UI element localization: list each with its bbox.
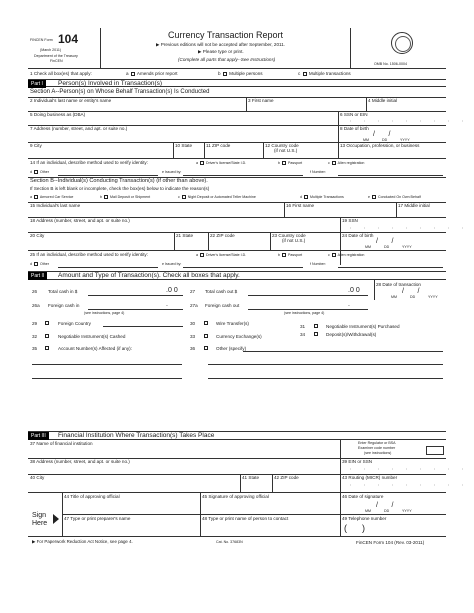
issued-by-line[interactable] [183,267,303,268]
dob-yyyy: YYYY [402,245,412,249]
field-23-note: (if not U.S.) [282,238,306,243]
txn-yyyy: YYYY [428,295,438,299]
sign-label: Sign [32,512,47,519]
field-27a-number: 27a [190,303,198,308]
rule [208,232,209,250]
field-2-label: 2 Individual's last name or entity's name [30,98,112,103]
field-46-label: 46 Date of signature [342,494,384,499]
omb-number: OMB No. 1506-0004 [374,62,407,66]
rule [366,97,367,111]
issued-by: e Issued by: [162,170,182,174]
field-18-label: 18 Address (number, street, and apt. or suite no.) [30,218,130,223]
checkbox[interactable] [282,253,286,257]
checkbox[interactable] [223,72,227,76]
field-27-cents: .0 0 [348,287,360,294]
checkbox[interactable] [34,170,38,174]
rule [340,458,341,492]
rule [28,202,446,203]
section-a-title: Section A--Person(s) on Whose Behalf Transaction(s) Is Conducted [30,89,210,95]
account-line-2[interactable] [32,378,182,379]
id-number-line[interactable] [338,267,443,268]
part2-label: Part II [28,272,47,280]
field-48-label: 48 Type or print name of person to contact [202,516,289,521]
rule [28,232,446,233]
rule [28,250,446,251]
field-40-label: 40 City [30,475,45,480]
part1-bar [28,79,446,87]
checkbox[interactable] [131,72,135,76]
field-27a-cents: . [348,301,350,308]
rule [396,202,397,217]
field-34-checkbox[interactable] [314,332,318,336]
checkbox[interactable] [303,72,307,76]
field-25-label: 25 If an individual, describe method used to verify identity: [30,252,148,257]
part2-bar [28,271,446,280]
issued-by-line[interactable] [183,175,303,176]
line1-b[interactable]: b Multiple persons [218,71,263,76]
field-29-checkbox[interactable] [45,321,49,325]
field-26a-number: 26a [32,303,40,308]
field-42-label: 42 ZIP code [274,475,299,480]
routing-ticks: : : : : : : : : : [350,483,469,487]
other-line[interactable] [58,267,158,268]
field-31-checkbox[interactable] [314,324,318,328]
field-32-label: Negotiable Instrument(s) Cashed [58,334,126,339]
field-49-label: 49 Telephone number [342,516,387,521]
rule [28,536,446,537]
rule [246,97,247,111]
field-30-checkbox[interactable] [204,321,208,325]
section-b-title: Section B--Individual(s) Conducting Transaction(s) (if other than above). [30,178,208,184]
field-27a-note: (see instructions, page 4) [284,311,325,315]
field-8-label: 8 Date of birth [340,126,369,131]
field-21-label: 21 State [176,233,194,238]
id-method-d[interactable]: d Other [30,170,49,174]
id-number: f Number: [310,262,326,266]
id-method-c[interactable]: c Alien registration [328,161,365,165]
rule [240,474,241,492]
field-7-label: 7 Address (number, street, and apt. or suite no.) [30,126,128,131]
rule [284,202,285,217]
date-slashes: / / [376,238,394,245]
rule [174,232,175,250]
sig-yyyy: YYYY [402,509,412,513]
arrow-right-icon [53,514,59,524]
id-number: f Number: [310,170,326,174]
field-16-label: 16 First name [286,203,315,208]
id-method-c[interactable]: c Alien registration [328,253,365,257]
field-43-label: 43 Routing (MICR) number [342,475,398,480]
rule [62,514,446,515]
field-27-number: 27 [190,289,196,294]
rule [340,217,341,265]
rule [204,142,205,158]
other-line-2[interactable] [208,378,443,379]
field-35-label: Account Number(s) Affected (if any): [58,346,132,351]
field-36-checkbox[interactable] [204,346,208,350]
field-47-label: 47 Type or print preparer's name [64,516,131,521]
rule [173,142,174,158]
field-31-label: Negotiable Instrument(s) Purchased [326,324,400,329]
header-divider-right [350,28,351,68]
field-26a-note: (see instructions, page 4) [84,311,125,315]
treasury-seal-icon [391,32,413,54]
field-36-label: Other (specify) [216,346,247,351]
field-20-label: 20 City [30,233,45,238]
dob-mm: MM [363,138,369,142]
field-33-label: Currency Exchange(s) [216,334,262,339]
form-number: 104 [58,32,79,46]
id-number-line[interactable] [338,175,443,176]
dob-mm: MM [365,245,371,249]
field-5-label: 5 Doing business as (DBA) [30,112,86,117]
checkbox[interactable] [332,253,336,257]
field-27a-label: Foreign cash out [205,303,240,308]
reason-b[interactable]: b Mail Deposit or Shipment [100,195,151,199]
rule [28,492,446,493]
id-method-b[interactable]: b Passport [278,253,303,257]
ctr-form [28,28,469,588]
part3-label: Part III [28,432,49,440]
field-33-checkbox[interactable] [204,334,208,338]
field-35-number: 35 [32,346,38,351]
field-33-number: 33 [190,334,196,339]
field-27a-input[interactable] [248,309,368,310]
sig-dd: DD [384,509,390,513]
checkbox[interactable] [34,262,38,266]
field-27-input[interactable] [248,295,368,296]
date-slashes: / / [376,502,394,509]
paperwork-notice: ▶ For Paperwork Reduction Act Notice, see page 4. [32,539,133,544]
department: Department of the Treasury [34,54,78,58]
header-divider-left [100,28,101,68]
id-method-a[interactable]: a Driver's license/State I.D. [196,161,247,165]
field-19-label: 19 SSN [342,218,358,223]
field-29-label: Foreign Country [58,321,91,326]
field-39-label: 39 EIN or SSN [342,459,373,464]
field-22-label: 22 ZIP code [210,233,235,238]
field-30-number: 30 [190,321,196,326]
field-26-label: Total cash in $ [48,289,78,294]
field-32-checkbox[interactable] [45,334,49,338]
field-3-label: 3 First name [248,98,274,103]
txn-dd: DD [410,295,416,299]
rule [272,474,273,492]
checkbox[interactable] [34,195,38,199]
txn-mm: MM [391,295,397,299]
checkbox[interactable] [182,195,186,199]
field-29-number: 29 [32,321,38,326]
checkbox[interactable] [304,195,308,199]
rule [28,68,446,69]
other-line[interactable] [58,175,158,176]
field-36-number: 36 [190,346,196,351]
field-26-input[interactable] [88,295,183,296]
account-line-1[interactable] [32,364,182,365]
part1-label: Part I [28,80,46,88]
field-32-number: 32 [32,334,38,339]
rule [270,232,271,250]
form-footer-id: FinCEN Form 104 (Rev. 03-2011) [356,540,425,545]
ein-ticks: : : : : : : : : : [350,467,469,471]
rule [340,440,341,458]
field-24-label: 24 Date of birth [342,233,374,238]
field-6-label: 6 SSN or EIN [340,112,368,117]
date-slashes: / / [373,131,391,138]
form-revision: (March 2011) [40,48,62,52]
line1-label: 1 Check all box(es) that apply: [30,71,92,76]
reason-e[interactable]: e Conducted On Own Behalf [368,195,421,199]
bsa-code-box[interactable] [426,446,444,455]
sig-mm: MM [365,509,371,513]
field-14-label: 14 If an individual, describe method used to verify identity: [30,160,148,165]
field-26-cents: .0 0 [166,287,178,294]
ssn-ticks: : : : : : : : : : [350,226,469,230]
reason-a[interactable]: a Armored Car Service [30,195,74,199]
field-34-number: 34 [300,332,306,337]
line1-c[interactable]: c Multiple transactions [298,71,351,76]
rule [374,280,375,300]
other-line-1[interactable] [208,364,443,365]
rule [338,111,339,142]
field-29-input[interactable] [103,326,183,327]
bsa-code-label-1: Enter Regulator or BSA [358,441,396,445]
field-45-label: 45 Signature of approving official [202,494,269,499]
subtitle-print: ▶ Please type or print. [198,49,244,54]
field-11-label: 11 ZIP code [206,143,231,148]
field-41-label: 41 State [242,475,260,480]
id-method-d[interactable]: d Other [30,262,49,266]
field-37-label: 37 Name of financial institution [30,441,93,446]
field-36-input[interactable] [243,351,443,352]
ssn-ticks: : : : : : : : : : [350,119,469,123]
reason-d[interactable]: d Multiple Transactions [300,195,344,199]
field-26-number: 26 [32,289,38,294]
line1-a[interactable]: a Amends prior report [126,71,178,76]
rule [263,142,264,158]
rule [338,142,339,158]
field-35-checkbox[interactable] [45,346,49,350]
checkbox[interactable] [282,161,286,165]
field-27-label: Total cash out $ [205,289,238,294]
field-13-label: 13 Occupation, profession, or business [340,143,420,148]
field-23-label: 23 Country code [272,233,306,238]
field-38-label: 38 Address (number, street, and apt. or suite no.) [30,459,130,464]
rule [28,158,446,159]
checkbox[interactable] [200,161,204,165]
part2-title: Amount and Type of Transaction(s). Check all boxes that apply. [58,272,240,279]
phone-parens: ( ) [344,523,365,533]
bsa-code-label-3: (see instructions) [364,451,392,455]
here-label: Here [32,520,48,527]
reason-c[interactable]: c Night Deposit or Automated Teller Machine [178,195,256,199]
rule [28,111,446,112]
form-title: Currency Transaction Report [168,30,284,40]
field-26a-cents: . [166,301,168,308]
part3-title: Financial Institution Where Transaction(s) Takes Place [58,432,215,439]
subtitle-complete: (Complete all parts that apply--See Instructions) [178,57,276,62]
field-12-note: (if not U.S.) [274,148,298,153]
field-17-label: 17 Middle initial [398,203,430,208]
field-26a-input[interactable] [88,309,183,310]
field-9-label: 9 City [30,143,42,148]
field-34-label: Deposit(s)/Withdrawal(s) [326,332,377,337]
field-30-label: Wire Transfer(s) [216,321,249,326]
field-44-label: 44 Title of approving official [64,494,120,499]
part1-title: Person(s) Involved in Transaction(s) [58,80,163,87]
field-12-label: 12 Country code [265,143,299,148]
section-b-note: If Section B is left blank or incomplete, check the box(es) below to indicate the reason(s) [30,186,210,191]
checkbox[interactable] [332,161,336,165]
dob-dd: DD [384,245,390,249]
issued-by: e Issued by: [162,262,182,266]
field-15-label: 15 Individual's last name [30,203,81,208]
catalog-number: Cat. No. 37683N [216,540,243,544]
checkbox[interactable] [200,253,204,257]
part3-bar [28,431,446,440]
field-28-label: 28 Date of transaction [376,282,421,287]
field-4-label: 4 Middle initial [368,98,398,103]
dob-dd: DD [382,138,388,142]
dob-yyyy: YYYY [400,138,410,142]
agency: FinCEN [50,59,63,63]
checkbox[interactable] [372,195,376,199]
id-method-a[interactable]: a Driver's license/State I.D. [196,253,247,257]
subtitle-editions: ▶ Previous editions will not be accepted after September, 2011. [156,42,286,47]
id-method-b[interactable]: b Passport [278,161,303,165]
bsa-code-label-2: Examiner code number [358,446,396,450]
field-31-number: 31 [300,324,306,329]
field-10-label: 10 State [175,143,193,148]
field-26a-label: Foreign cash in [48,303,80,308]
checkbox[interactable] [104,195,108,199]
date-slashes: / / [402,288,420,295]
form-prefix: FINCEN Form [30,38,53,42]
